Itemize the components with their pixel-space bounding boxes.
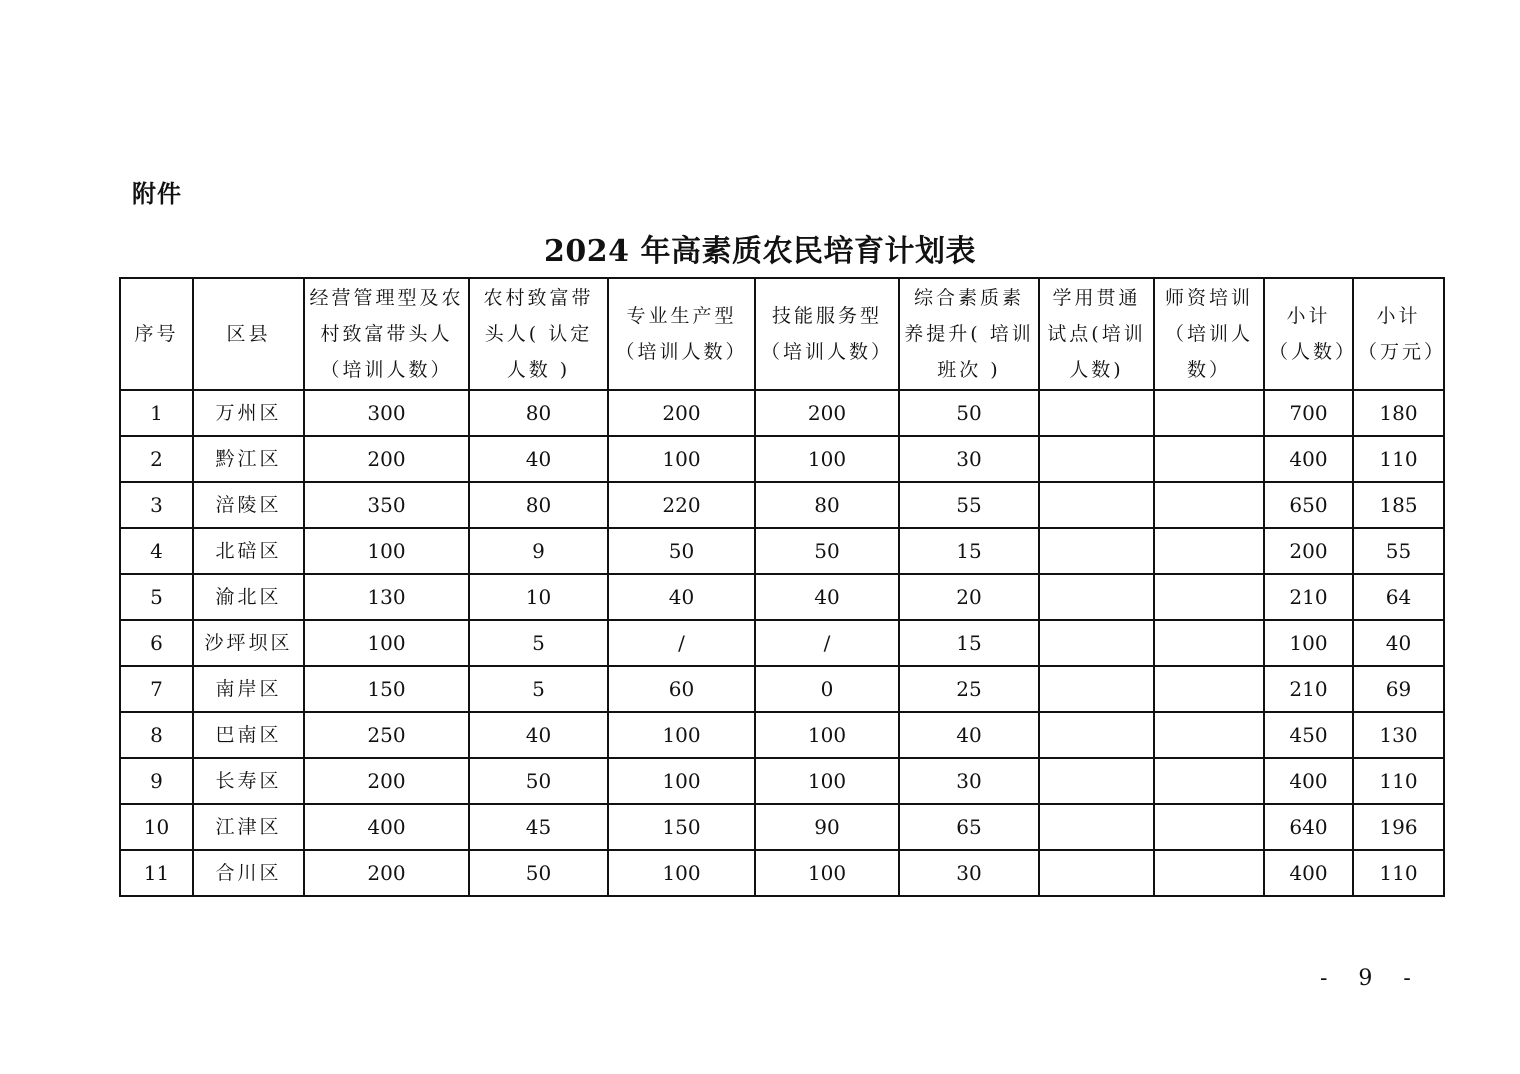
county-cell: 南岸区 [193, 666, 304, 712]
table-cell [1154, 482, 1264, 528]
table-cell: 400 [304, 804, 469, 850]
table-cell: 5 [120, 574, 193, 620]
table-cell: 200 [304, 850, 469, 896]
county-cell: 巴南区 [193, 712, 304, 758]
table-cell: 25 [899, 666, 1039, 712]
table-cell: 20 [899, 574, 1039, 620]
table-cell: 450 [1264, 712, 1353, 758]
attachment-label: 附件 [132, 180, 182, 208]
table-cell: 250 [304, 712, 469, 758]
table-cell [1039, 758, 1154, 804]
table-cell [1039, 528, 1154, 574]
table-cell: 100 [304, 528, 469, 574]
table-cell: 40 [755, 574, 899, 620]
table-cell: 4 [120, 528, 193, 574]
table-cell: 10 [469, 574, 608, 620]
table-cell: 50 [755, 528, 899, 574]
table-row [120, 712, 1444, 758]
table-cell: 200 [608, 390, 755, 436]
table-row [120, 528, 1444, 574]
table-cell: 350 [304, 482, 469, 528]
table-cell: 640 [1264, 804, 1353, 850]
table-cell: 40 [469, 436, 608, 482]
table-cell: 196 [1353, 804, 1444, 850]
table-cell: 69 [1353, 666, 1444, 712]
table-cell [1154, 758, 1264, 804]
table-row [120, 850, 1444, 896]
table-cell: 5 [469, 666, 608, 712]
header-cell: 区县 [193, 278, 304, 390]
table-cell [1154, 528, 1264, 574]
table-cell: 150 [304, 666, 469, 712]
header-cell: 综合素质素养提升( 培训班次 ) [899, 278, 1039, 390]
header-cell: 技能服务型（培训人数） [755, 278, 899, 390]
table-cell: 650 [1264, 482, 1353, 528]
table-cell [1039, 390, 1154, 436]
table-cell: 50 [469, 850, 608, 896]
table-cell: 15 [899, 528, 1039, 574]
table-row [120, 666, 1444, 712]
table-cell [1154, 712, 1264, 758]
table-cell: 50 [469, 758, 608, 804]
table-cell [1154, 850, 1264, 896]
table-cell: 30 [899, 436, 1039, 482]
table-cell: 210 [1264, 574, 1353, 620]
table-row [120, 436, 1444, 482]
table-cell: 30 [899, 850, 1039, 896]
table-cell: 100 [608, 712, 755, 758]
table-cell: 110 [1353, 758, 1444, 804]
header-cell: 农村致富带头人( 认定人数 ) [469, 278, 608, 390]
table-cell: 80 [755, 482, 899, 528]
table-row [120, 620, 1444, 666]
table-cell: 130 [304, 574, 469, 620]
table-cell: 200 [755, 390, 899, 436]
header-cell: 专业生产型（培训人数） [608, 278, 755, 390]
table-cell: / [755, 620, 899, 666]
table-cell: 210 [1264, 666, 1353, 712]
table-row [120, 390, 1444, 436]
table-cell: 100 [755, 850, 899, 896]
table-cell [1154, 390, 1264, 436]
table-cell: 700 [1264, 390, 1353, 436]
table-cell: 400 [1264, 850, 1353, 896]
header-cell: 师资培训（培训人数） [1154, 278, 1264, 390]
county-cell: 江津区 [193, 804, 304, 850]
table-cell: 60 [608, 666, 755, 712]
table-cell: 45 [469, 804, 608, 850]
header-cell: 小计（万元） [1353, 278, 1444, 390]
header-cell: 小计（人数） [1264, 278, 1353, 390]
table-cell: 2 [120, 436, 193, 482]
table-cell: 64 [1353, 574, 1444, 620]
table-cell: 100 [608, 436, 755, 482]
table-cell: 55 [1353, 528, 1444, 574]
table-row [120, 574, 1444, 620]
table-cell: 100 [755, 712, 899, 758]
table-cell: 40 [1353, 620, 1444, 666]
training-plan-table [119, 277, 1445, 897]
county-cell: 渝北区 [193, 574, 304, 620]
table-cell: 80 [469, 482, 608, 528]
table-cell [1039, 436, 1154, 482]
table-cell: 200 [304, 436, 469, 482]
table-cell: 100 [1264, 620, 1353, 666]
header-cell: 序号 [120, 278, 193, 390]
table-cell: 200 [304, 758, 469, 804]
table-row [120, 482, 1444, 528]
table-cell: 9 [469, 528, 608, 574]
table-cell: 3 [120, 482, 193, 528]
table-cell: 30 [899, 758, 1039, 804]
table-cell: 9 [120, 758, 193, 804]
table-cell [1039, 850, 1154, 896]
table-cell: 100 [755, 436, 899, 482]
header-cell: 学用贯通试点(培训人数) [1039, 278, 1154, 390]
table-row [120, 758, 1444, 804]
table-cell: 300 [304, 390, 469, 436]
table-cell [1154, 804, 1264, 850]
table-cell: 55 [899, 482, 1039, 528]
table-cell [1039, 482, 1154, 528]
table-cell: 80 [469, 390, 608, 436]
table-cell: 220 [608, 482, 755, 528]
table-cell: 400 [1264, 436, 1353, 482]
table-cell [1039, 712, 1154, 758]
county-cell: 北碚区 [193, 528, 304, 574]
table-row [120, 804, 1444, 850]
county-cell: 涪陵区 [193, 482, 304, 528]
table-cell: 400 [1264, 758, 1353, 804]
table-cell [1154, 620, 1264, 666]
table-cell [1039, 666, 1154, 712]
header-cell: 经营管理型及农村致富带头人（培训人数） [304, 278, 469, 390]
table-cell: 65 [899, 804, 1039, 850]
table-cell: 150 [608, 804, 755, 850]
table-cell: 100 [608, 850, 755, 896]
table-cell: 110 [1353, 436, 1444, 482]
county-cell: 万州区 [193, 390, 304, 436]
table-cell: 90 [755, 804, 899, 850]
table-cell: 100 [608, 758, 755, 804]
table-cell [1154, 436, 1264, 482]
table-cell: 15 [899, 620, 1039, 666]
table-cell: 40 [469, 712, 608, 758]
table-cell [1039, 804, 1154, 850]
table-cell: 6 [120, 620, 193, 666]
table-cell [1154, 574, 1264, 620]
table-cell: 40 [608, 574, 755, 620]
page-number: - 9 - [1320, 966, 1423, 991]
table-cell: 8 [120, 712, 193, 758]
table-cell: 1 [120, 390, 193, 436]
county-cell: 黔江区 [193, 436, 304, 482]
table-cell: 110 [1353, 850, 1444, 896]
table-cell: 100 [755, 758, 899, 804]
county-cell: 沙坪坝区 [193, 620, 304, 666]
table-cell: 50 [899, 390, 1039, 436]
document-title: 2024 年高素质农民培育计划表 [544, 234, 976, 269]
county-cell: 长寿区 [193, 758, 304, 804]
county-cell: 合川区 [193, 850, 304, 896]
table-cell: / [608, 620, 755, 666]
table-cell: 50 [608, 528, 755, 574]
table-cell [1039, 620, 1154, 666]
table-cell: 130 [1353, 712, 1444, 758]
table-header-row [120, 278, 1444, 390]
table-cell: 185 [1353, 482, 1444, 528]
table-cell: 40 [899, 712, 1039, 758]
table-cell: 11 [120, 850, 193, 896]
table-cell: 0 [755, 666, 899, 712]
table-cell: 7 [120, 666, 193, 712]
table-cell [1154, 666, 1264, 712]
table-cell: 10 [120, 804, 193, 850]
table-cell: 180 [1353, 390, 1444, 436]
table-cell: 200 [1264, 528, 1353, 574]
table-cell [1039, 574, 1154, 620]
table-cell: 5 [469, 620, 608, 666]
table-cell: 100 [304, 620, 469, 666]
